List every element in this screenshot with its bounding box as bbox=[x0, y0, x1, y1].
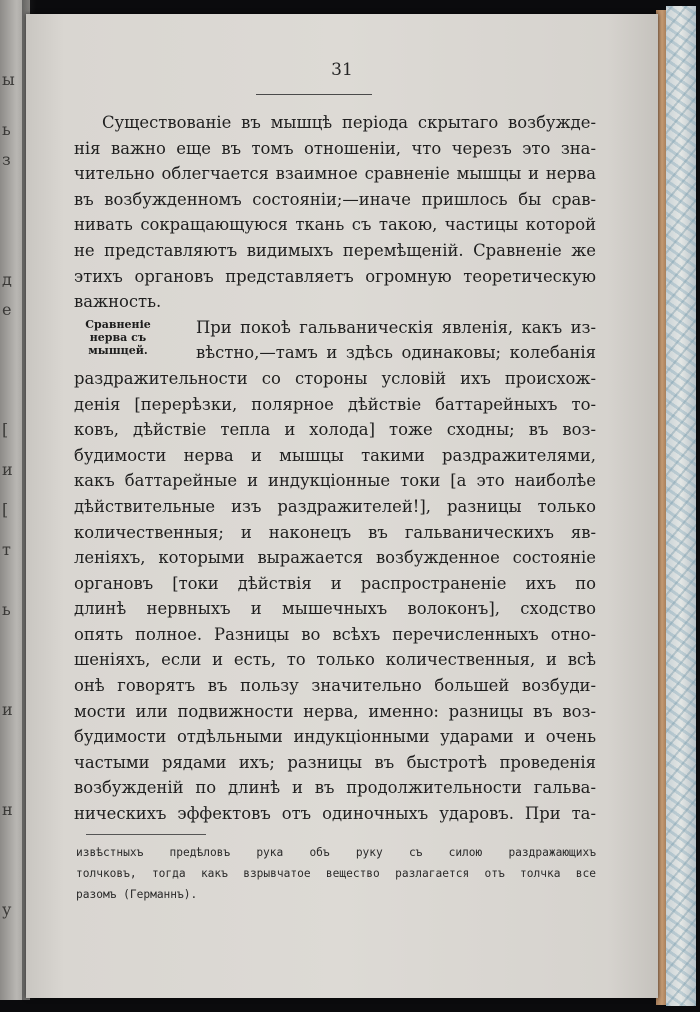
footnote-rule bbox=[86, 834, 206, 835]
text-line: ническихъ эффектовъ отъ одиночныхъ ударовъ. При та- bbox=[74, 804, 596, 824]
footnote bbox=[76, 842, 596, 905]
text-line: нія важно еще въ томъ отношеніи, что черезъ это зна- bbox=[74, 138, 596, 158]
text-line: денія [перерѣзки, полярное дѣйствіе баттарейныхъ то- bbox=[74, 394, 596, 414]
text-line: шеніяхъ, если и есть, то только количественныя, и всѣ bbox=[74, 650, 596, 670]
header-rule bbox=[256, 94, 372, 95]
text-line: частыми рядами ихъ; разницы въ быстротѣ проведенія bbox=[74, 752, 596, 772]
prev-page-fragment: у bbox=[2, 900, 11, 919]
text-line: какъ баттарейные и индукціонные токи [а это наиболѣе bbox=[74, 471, 596, 491]
text-line: возбужденій по длинѣ и въ продолжительности гальва- bbox=[74, 778, 596, 798]
prev-page-fragment: д bbox=[2, 270, 11, 289]
book-page bbox=[26, 14, 658, 998]
margin-note-line: мышцей. bbox=[88, 344, 148, 357]
text-line: ковъ, дѣйствіе тепла и холода] тоже сходны; въ воз- bbox=[74, 420, 596, 440]
footnote-line: извѣстныхъ предѣловъ рука объ руку съ силою раздражающихъ bbox=[76, 846, 596, 859]
text-line: онѣ говорятъ въ пользу значительно большей возбуди- bbox=[74, 676, 596, 696]
text-line: При покоѣ гальваническія явленія, какъ из- bbox=[196, 317, 596, 337]
margin-note-line: Сравненіе bbox=[85, 318, 151, 331]
text-line: дѣйствительные изъ раздражителей!], разницы только bbox=[74, 496, 596, 516]
text-line: леніяхъ, которыми выражается возбужденное состояніе bbox=[74, 548, 596, 568]
prev-page-fragment: ь bbox=[2, 600, 10, 619]
marbled-cover-edge bbox=[666, 6, 696, 1006]
text-line: мости или подвижности нерва, именно: разницы въ воз- bbox=[74, 701, 596, 721]
text-line: не представляютъ видимыхъ перемѣщеній. Сравненіе же bbox=[74, 240, 596, 260]
text-line: вѣстно,—тамъ и здѣсь одинаковы; колебанія bbox=[196, 343, 596, 363]
text-line: этихъ органовъ представляетъ огромную теоретическую bbox=[74, 266, 596, 286]
prev-page-fragment: з bbox=[2, 150, 10, 169]
prev-page-fragment: [ bbox=[2, 500, 8, 519]
text-line: важность. bbox=[74, 292, 162, 312]
paragraph-1 bbox=[74, 110, 596, 315]
margin-note-line: нерва съ bbox=[89, 331, 147, 344]
text-line: Существованіе въ мышцѣ періода скрытаго возбужде- bbox=[102, 113, 596, 132]
prev-page-fragment: ь bbox=[2, 120, 10, 139]
text-line: будимости отдѣльными индукціонными ударами и очень bbox=[74, 727, 596, 747]
body-text bbox=[74, 110, 596, 827]
prev-page-fragment: и bbox=[2, 460, 12, 479]
footnote-line: толчковъ, тогда какъ взрывчатое вещество разлагается отъ толчка все bbox=[76, 867, 596, 880]
text-line: раздражительности со стороны условій ихъ происхож- bbox=[74, 368, 596, 388]
prev-page-fragment: е bbox=[2, 300, 11, 319]
paragraph-2 bbox=[74, 315, 596, 827]
prev-page-fragment: н bbox=[2, 800, 12, 819]
text-line: количественныя; и наконецъ въ гальваническихъ яв- bbox=[74, 522, 596, 542]
page-number: 31 bbox=[331, 60, 353, 80]
prev-page-fragment: ы bbox=[2, 70, 14, 89]
text-line: органовъ [токи дѣйствія и распространеніе ихъ по bbox=[74, 573, 596, 593]
prev-page-fragment: т bbox=[2, 540, 10, 559]
footnote-line: разомъ (Германнъ). bbox=[76, 888, 198, 901]
prev-page-fragment: и bbox=[2, 700, 12, 719]
text-line: длинѣ нервныхъ и мышечныхъ волоконъ], сходство bbox=[74, 599, 596, 619]
prev-page-fragment: [ bbox=[2, 420, 8, 439]
text-line: чительно облегчается взаимное сравненіе мышцы и нерва bbox=[74, 164, 596, 184]
text-line: будимости нерва и мышцы такими раздражителями, bbox=[74, 445, 596, 465]
text-line: нивать сокращающуюся ткань съ такою, частицы которой bbox=[74, 215, 596, 235]
text-line: въ возбужденномъ состояніи;—иначе пришлось бы срав- bbox=[74, 189, 596, 209]
text-line: опять полное. Разницы во всѣхъ перечисленныхъ отно- bbox=[74, 624, 596, 644]
